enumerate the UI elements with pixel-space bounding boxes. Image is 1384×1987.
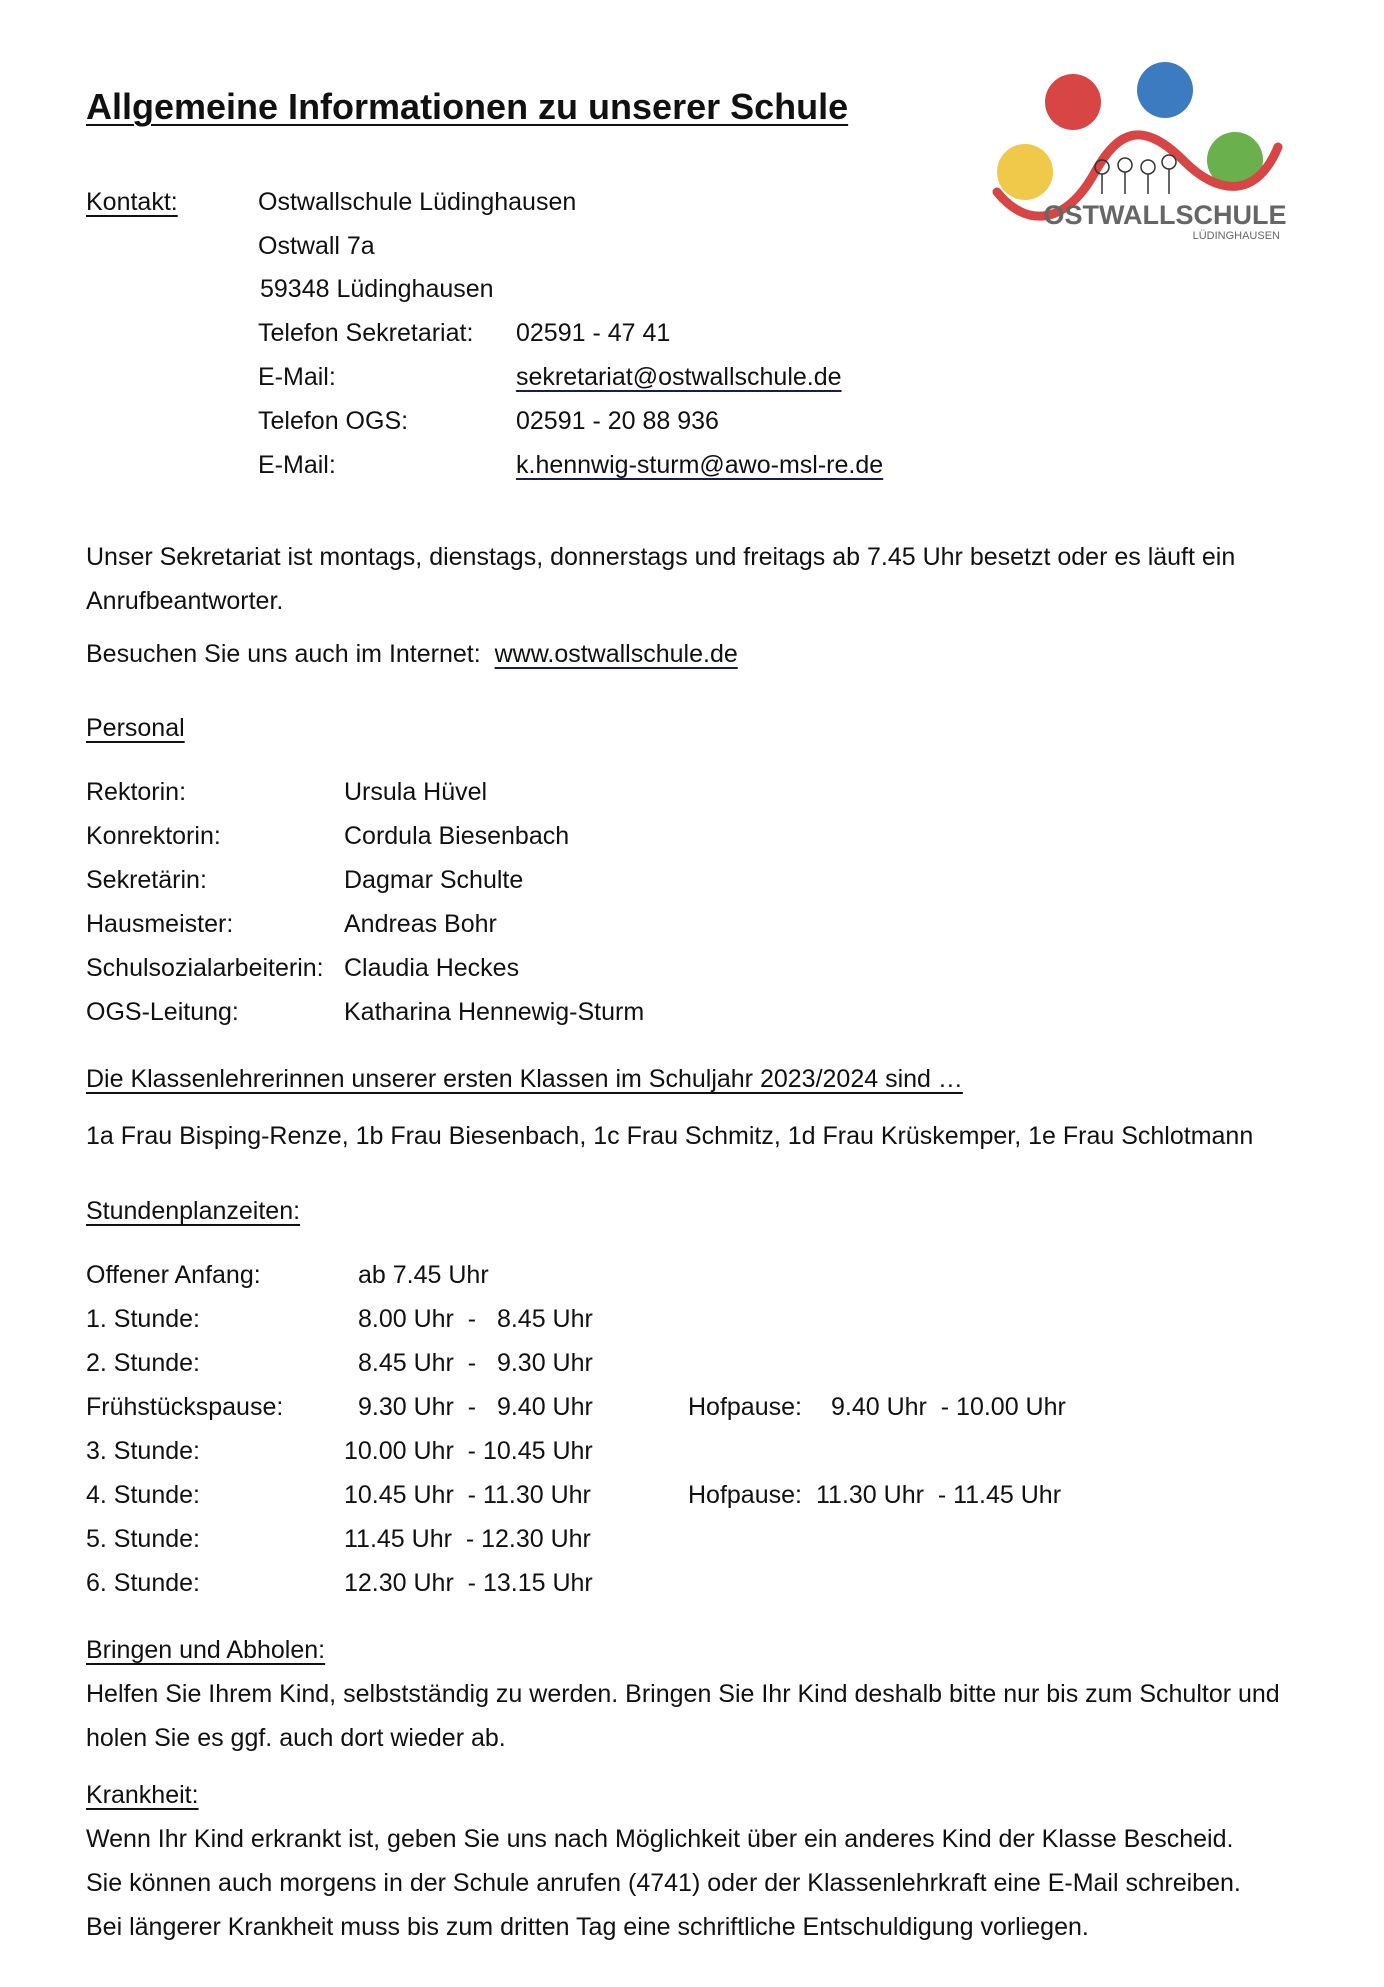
person-name: Dagmar Schulte [344, 866, 524, 894]
person-name: Andreas Bohr [344, 910, 497, 938]
internet-label: Besuchen Sie uns auch im Internet: [86, 640, 481, 668]
pickup-text: Helfen Sie Ihrem Kind, selbstständig zu werden. Bringen Sie Ihr Kind deshalb bitte nur bis zum Schultor und holen Sie es ggf. auch dort wieder ab. [86, 1680, 1280, 1752]
logo-yellow-dot [997, 144, 1053, 200]
school-logo [985, 52, 1295, 247]
role-label: Rektorin: [86, 778, 187, 806]
period-label: 2. Stunde: [86, 1349, 200, 1377]
period-label: 1. Stunde: [86, 1305, 200, 1333]
period-time: ab 7.45 Uhr [358, 1261, 489, 1289]
role-label: Schulsozialarbeiterin: [86, 954, 324, 982]
break-time: 11.30 Uhr - 11.45 Uhr [816, 1481, 1062, 1509]
role-label: Sekretärin: [86, 866, 207, 894]
school-name: Ostwallschule Lüdinghausen [258, 188, 577, 216]
period-time: 8.45 Uhr - 9.30 Uhr [358, 1349, 593, 1377]
logo-name: OSTWALLSCHULE [1043, 200, 1287, 230]
schedule-row [86, 1473, 1086, 1517]
contact-label: Kontakt: [86, 188, 178, 216]
phone-ogs-value: 02591 - 20 88 936 [516, 407, 719, 435]
role-label: Hausmeister: [86, 910, 234, 938]
logo-subtitle: LÜDINGHAUSEN [1192, 230, 1280, 242]
period-label: Offener Anfang: [86, 1261, 261, 1289]
person-name: Katharina Hennewig-Sturm [344, 998, 645, 1026]
schedule-row [86, 1385, 1086, 1429]
pickup-heading: Bringen und Abholen: [86, 1636, 326, 1664]
period-label: 6. Stunde: [86, 1569, 200, 1597]
teachers-text: 1a Frau Bisping-Renze, 1b Frau Biesenbach, 1c Frau Schmitz, 1d Frau Krüskemper, 1e Frau Schlotmann [86, 1122, 1254, 1150]
role-label: Konrektorin: [86, 822, 221, 850]
period-label: 4. Stunde: [86, 1481, 200, 1509]
page-title: Allgemeine Informationen zu unserer Schule [86, 86, 849, 127]
phone-office-value: 02591 - 47 41 [516, 319, 671, 347]
illness-line: Sie können auch morgens in der Schule anrufen (4741) oder der Klassenlehrkraft eine E-Mail schreiben. [86, 1869, 1241, 1897]
logo-graphic [985, 52, 1295, 247]
period-label: 5. Stunde: [86, 1525, 200, 1553]
period-label: Frühstückspause: [86, 1393, 284, 1421]
period-label: 3. Stunde: [86, 1437, 200, 1465]
illness-heading: Krankheit: [86, 1781, 199, 1809]
illness-line: Wenn Ihr Kind erkrankt ist, geben Sie uns nach Möglichkeit über ein anderes Kind der Klasse Bescheid. [86, 1825, 1234, 1853]
contact-label-email-ogs: E-Mail: [258, 451, 336, 479]
teachers-heading: Die Klassenlehrerinnen unserer ersten Klassen im Schuljahr 2023/2024 sind … [86, 1065, 963, 1093]
period-time: 9.30 Uhr - 9.40 Uhr [358, 1393, 593, 1421]
period-time: 8.00 Uhr - 8.45 Uhr [358, 1305, 593, 1333]
person-name: Claudia Heckes [344, 954, 520, 982]
schedule-heading: Stundenplanzeiten: [86, 1197, 301, 1225]
street-address: Ostwall 7a [258, 232, 375, 260]
email-ogs-link[interactable]: k.hennwig-sturm@awo-msl-re.de [516, 451, 884, 479]
break-label: Hofpause: [688, 1481, 802, 1509]
role-label: OGS-Leitung: [86, 998, 239, 1026]
contact-label-phone-office: Telefon Sekretariat: [258, 319, 474, 347]
contact-label-email-office: E-Mail: [258, 363, 336, 391]
person-name: Ursula Hüvel [344, 778, 488, 806]
period-time: 11.45 Uhr - 12.30 Uhr [344, 1525, 591, 1553]
city-address: 59348 Lüdinghausen [260, 275, 494, 303]
period-time: 10.00 Uhr - 10.45 Uhr [344, 1437, 593, 1465]
break-time: 9.40 Uhr - 10.00 Uhr [831, 1393, 1066, 1421]
break-label: Hofpause: [688, 1393, 802, 1421]
logo-red-dot [1045, 74, 1101, 130]
website-link[interactable]: www.ostwallschule.de [494, 640, 738, 668]
personal-heading: Personal [86, 714, 185, 742]
illness-line: Bei längerer Krankheit muss bis zum dritten Tag eine schriftliche Entschuldigung vorliegen. [86, 1913, 1089, 1941]
office-hours-text: Unser Sekretariat ist montags, dienstags, donnerstags und freitags ab 7.45 Uhr besetzt oder es läuft ein Anrufbeantworter. [86, 543, 1236, 615]
logo-blue-dot [1137, 62, 1193, 118]
internet-text [86, 640, 738, 669]
email-office-link[interactable]: sekretariat@ostwallschule.de [516, 363, 842, 391]
contact-label-phone-ogs: Telefon OGS: [258, 407, 409, 435]
period-time: 10.45 Uhr - 11.30 Uhr [344, 1481, 591, 1509]
period-time: 12.30 Uhr - 13.15 Uhr [344, 1569, 593, 1597]
person-name: Cordula Biesenbach [344, 822, 570, 850]
